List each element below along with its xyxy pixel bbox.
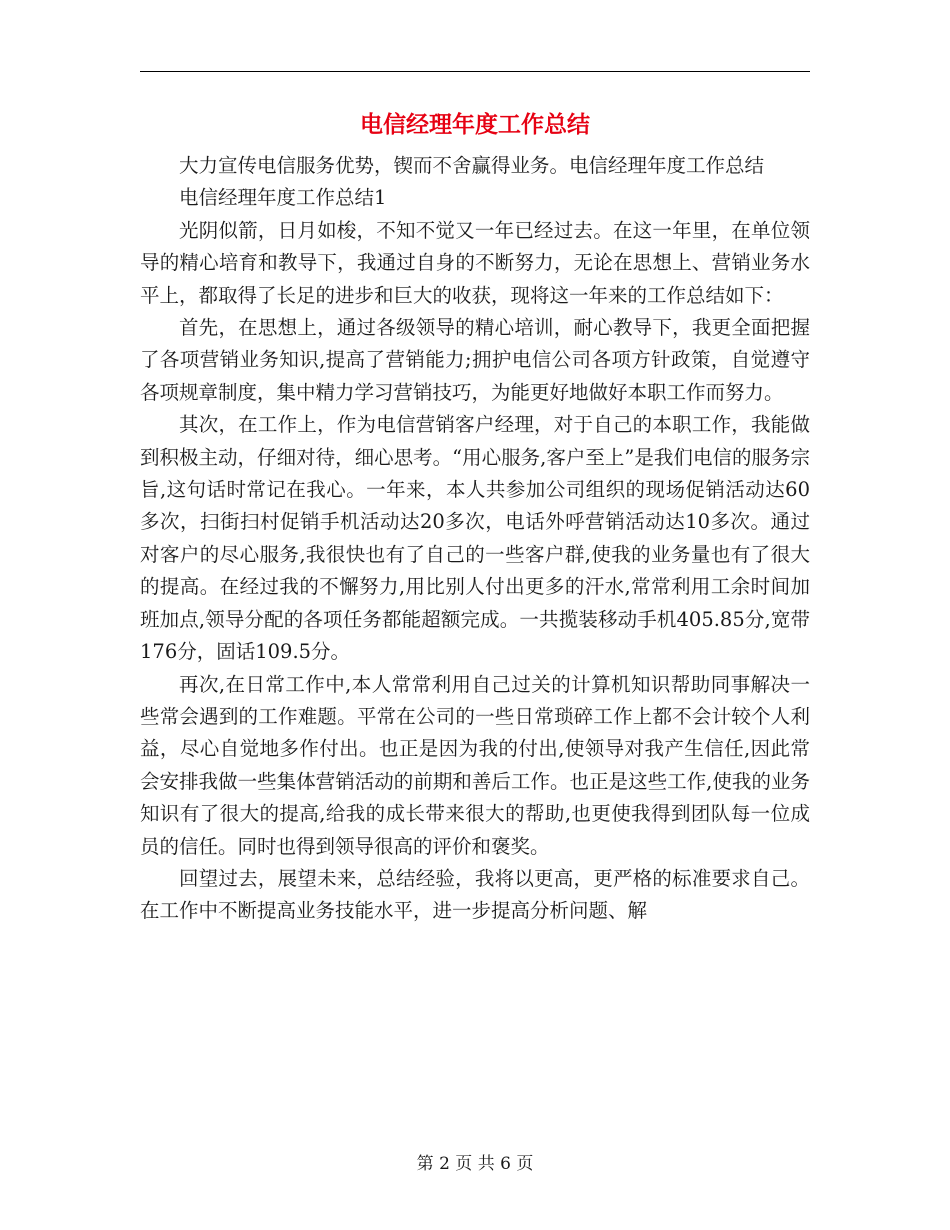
page-number: 第 2 页 共 6 页 <box>416 1154 534 1174</box>
header-rule <box>140 71 810 72</box>
document-body <box>140 150 810 928</box>
paragraph-3: 其次，在工作上，作为电信营销客户经理，对于自己的本职工作，我能做到积极主动，仔细对待，细心思考。“用心服务,客户至上”是我们电信的服务宗旨,这句话时常记在我心。一年来，本人共参加公司组织的现场促销活动达60多次，扫街扫村促销手机活动达20多次，电话外呼营销活动达10多次。通过对客户的尽心服务,我很快也有了自己的一些客户群,使我的业务量也有了很大的提高。在经过我的不懈努力,用比别人付出更多的汗水,常常利用工余时间加班加点,领导分配的各项任务都能超额完成。一共揽装移动手机405.85分,宽带176分，固话109.5分。 <box>140 413 810 664</box>
paragraph-subtitle: 电信经理年度工作总结1 <box>179 186 387 210</box>
paragraph-2: 首先，在思想上，通过各级领导的精心培训，耐心教导下，我更全面把握了各项营销业务知识,提高了营销能力;拥护电信公司各项方针政策，自觉遵守各项规章制度，集中精力学习营销技巧，为能更好地做好本职工作而努力。 <box>140 316 810 404</box>
paragraph-4: 再次,在日常工作中,本人常常利用自己过关的计算机知识帮助同事解决一些常会遇到的工作难题。平常在公司的一些日常琐碎工作上都不会计较个人利益，尽心自觉地多作付出。也正是因为我的付出,使领导对我产生信任,因此常会安排我做一些集体营销活动的前期和善后工作。也正是这些工作,使我的业务知识有了很大的提高,给我的成长带来很大的帮助,也更使我得到团队每一位成员的信任。同时也得到领导很高的评价和褒奖。 <box>140 672 810 858</box>
paragraph-intro: 大力宣传电信服务优势，锲而不舍赢得业务。电信经理年度工作总结 <box>179 154 765 177</box>
document-title: 电信经理年度工作总结 <box>360 111 590 138</box>
paragraph-1: 光阴似箭，日月如梭，不知不觉又一年已经过去。在这一年里，在单位领导的精心培育和教导下，我通过自身的不断努力，无论在思想上、营销业务水平上，都取得了长足的进步和巨大的收获，现将这一年来的工作总结如下： <box>140 218 810 307</box>
paragraph-5: 回望过去，展望未来，总结经验，我将以更高，更严格的标准要求自己。在工作中不断提高业务技能水平，进一步提高分析问题、解 <box>140 866 810 923</box>
